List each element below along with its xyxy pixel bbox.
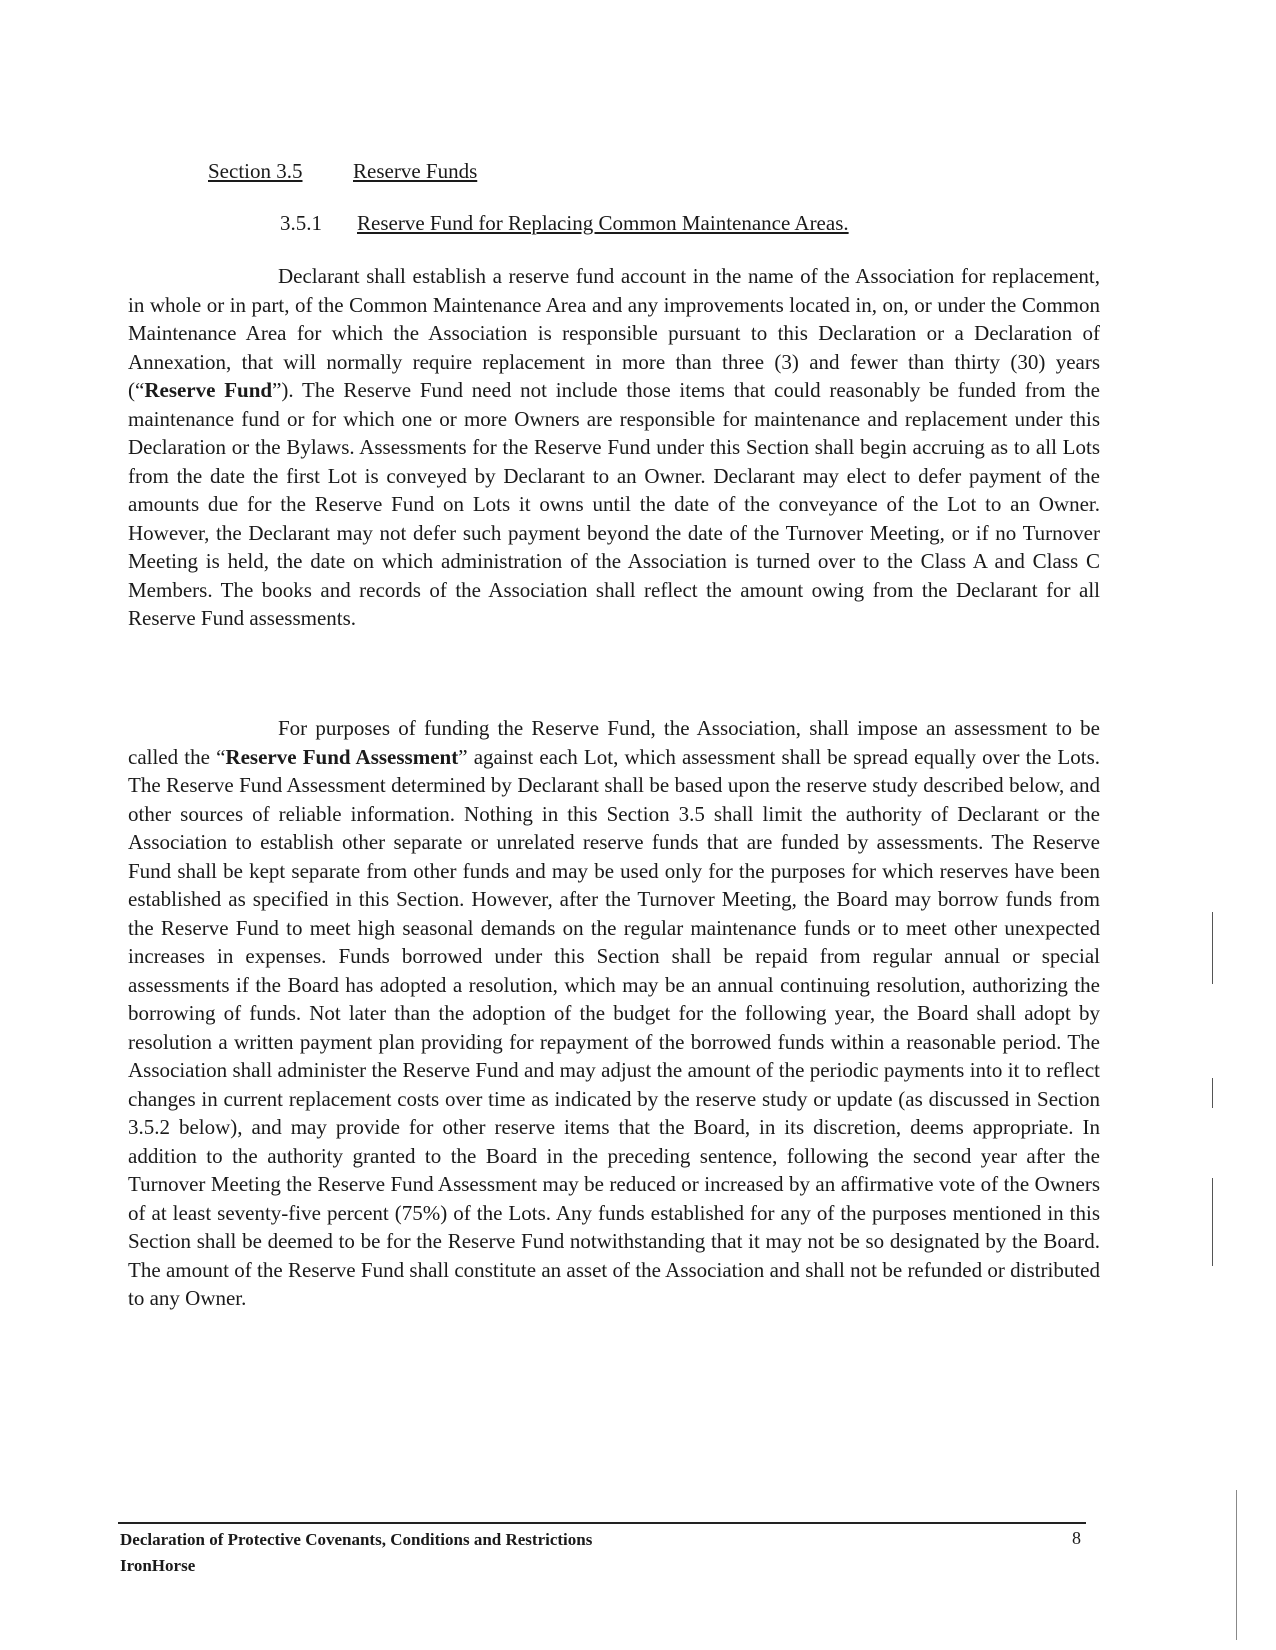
subsection-heading xyxy=(280,210,849,236)
defined-term: Reserve Fund Assessment xyxy=(225,744,459,769)
paragraph-reserve-fund-assessment xyxy=(128,714,1100,1313)
scan-margin-mark xyxy=(1212,1078,1213,1108)
section-title: Reserve Funds xyxy=(353,159,478,183)
section-heading xyxy=(208,158,477,184)
paragraph-reserve-fund-establishment xyxy=(128,262,1100,633)
paragraph-text: ”). The Reserve Fund need not include those items that could reasonably be funded from the maintenance fund or for which one or more Owners are responsible for maintenance and replacement under this Declaration or the Bylaws. Assessments for the Reserve Fund under this Section shall begin accruing as to all Lots from the date the first Lot is conveyed by Declarant to an Owner. Declarant may elect to defer payment of the amounts due for the Reserve Fund on Lots it owns until the date of the conveyance of the Lot to an Owner. However, the Declarant may not defer such payment beyond the date of the Turnover Meeting, or if no Turnover Meeting is held, the date on which administration of the Association is turned over to the Class A and Class C Members. The books and records of the Association shall reflect the amount owing from the Declarant for all Reserve Fund assessments. xyxy=(128,378,1100,630)
section-number: Section 3.5 xyxy=(208,159,303,183)
paragraph-text: ” against each Lot, which assessment shall be spread equally over the Lots. The Reserve Fund Assessment determined by Declarant shall be based upon the reserve study described below, and other sources of reliable information. Nothing in this Section 3.5 shall limit the authority of Declarant or the Association to establish other separate or unrelated reserve funds that are funded by assessments. The Reserve Fund shall be kept separate from other funds and may be used only for the purposes for which reserves have been established as specified in this Section. However, after the Turnover Meeting, the Board may borrow funds from the Reserve Fund to meet high seasonal demands on the regular maintenance funds or to meet other unexpected increases in expenses. Funds borrowed under this Section shall be repaid from regular annual or special assessments if the Board has adopted a resolution, which may be an annual continuing resolution, authorizing the borrowing of funds. Not later than the adoption of the budget for the following year, the Board shall adopt by resolution a written payment plan providing for repayment of the borrowed funds within a reasonable period. The Association shall administer the Reserve Fund and may adjust the amount of the periodic payments into it to reflect changes in current replacement costs over time as indicated by the reserve study or update (as discussed in Section 3.5.2 below), and may provide for other reserve items that the Board, in its discretion, deems appropriate. In addition to the authority granted to the Board in the preceding sentence, following the second year after the Turnover Meeting the Reserve Fund Assessment may be reduced or increased by an affirmative vote of the Owners of at least seventy-five percent (75%) of the Lots. Any funds established for any of the purposes mentioned in this Section shall be deemed to be for the Reserve Fund notwithstanding that it may not be so designated by the Board. The amount of the Reserve Fund shall constitute an asset of the Association and shall not be refunded or distributed to any Owner. xyxy=(128,744,1100,1310)
page-number: 8 xyxy=(1072,1528,1081,1548)
footer-document-title: Declaration of Protective Covenants, Conditions and Restrictions xyxy=(120,1530,593,1549)
defined-term: Reserve Fund xyxy=(144,378,273,402)
scan-margin-mark xyxy=(1212,912,1213,984)
scan-margin-mark xyxy=(1236,1490,1237,1640)
subsection-number: 3.5.1 xyxy=(280,211,322,235)
footer-project-name: IronHorse xyxy=(120,1556,196,1575)
subsection-title: Reserve Fund for Replacing Common Maintenance Areas. xyxy=(357,211,849,235)
paragraph-text: For purposes of funding the Reserve Fund, the Association, shall impose an assessment to be called the “ xyxy=(128,716,1100,769)
paragraph-text: Declarant shall establish a reserve fund account in the name of the Association for replacement, in whole or in part, of the Common Maintenance Area and any improvements located in, on, or under the Common Maintenance Area for which the Association is responsible pursuant to this Declaration or a Declaration of Annexation, that will normally require replacement in more than three (3) and fewer than thirty (30) years (“ xyxy=(128,264,1100,402)
footer-divider xyxy=(118,1522,1086,1524)
scan-margin-mark xyxy=(1212,1178,1213,1266)
